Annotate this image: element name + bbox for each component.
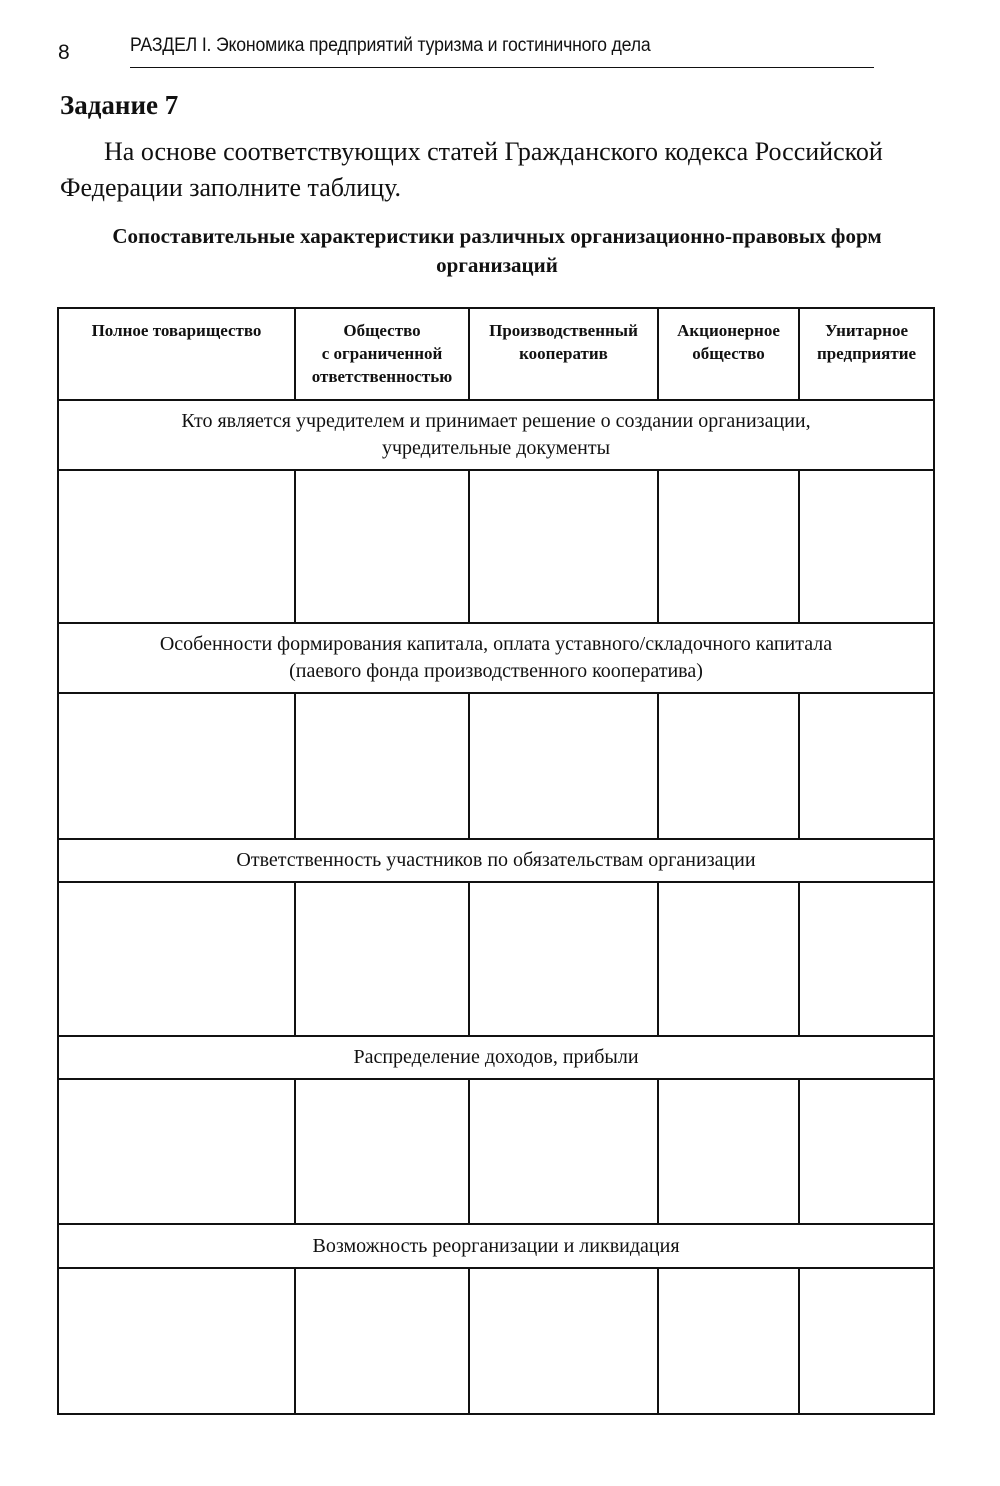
page-number: 8 (58, 41, 70, 64)
answer-row (58, 882, 934, 1036)
section-row-liability (58, 839, 934, 882)
answer-cell[interactable] (799, 1079, 934, 1224)
answer-cell[interactable] (58, 470, 295, 623)
running-header: РАЗДЕЛ I. Экономика предприятий туризма и гостиничного дела (130, 33, 874, 68)
task-title: Задание 7 (60, 90, 179, 120)
answer-cell[interactable] (658, 693, 799, 839)
answer-cell[interactable] (469, 470, 658, 623)
answer-row (58, 1268, 934, 1414)
answer-cell[interactable] (658, 882, 799, 1036)
answer-cell[interactable] (469, 1079, 658, 1224)
section-row-founders (58, 400, 934, 470)
column-header-cooperative (469, 308, 658, 400)
answer-row (58, 1079, 934, 1224)
column-header-line: предприятие (816, 344, 917, 363)
table-caption (60, 222, 934, 280)
section-heading-line: (паевого фонда производственного кооператива) (289, 660, 703, 682)
section-heading-line: Распределение доходов, прибыли (353, 1046, 639, 1068)
section-heading (58, 1036, 934, 1079)
answer-cell[interactable] (658, 1268, 799, 1414)
answer-cell[interactable] (799, 470, 934, 623)
table-caption-line-1: Сопоставительные характеристики различных организационно-правовых форм (112, 224, 882, 248)
section-row-profit (58, 1036, 934, 1079)
column-header-joint-stock (658, 308, 799, 400)
answer-cell[interactable] (658, 470, 799, 623)
column-header-line: кооператив (519, 344, 608, 363)
column-header-line: Унитарное (824, 321, 909, 340)
column-header-line: общество (692, 344, 765, 363)
section-row-reorganization (58, 1224, 934, 1268)
column-header-line: с ограниченной (321, 344, 443, 363)
answer-cell[interactable] (469, 1268, 658, 1414)
column-header-row (58, 308, 934, 400)
answer-cell[interactable] (295, 882, 469, 1036)
answer-cell[interactable] (799, 693, 934, 839)
answer-cell[interactable] (295, 1268, 469, 1414)
answer-cell[interactable] (658, 1079, 799, 1224)
answer-cell[interactable] (295, 693, 469, 839)
answer-cell[interactable] (469, 693, 658, 839)
task-text: На основе соответствующих статей Гражданского кодекса Российской Федерации заполните таблицу. (60, 137, 883, 202)
answer-cell[interactable] (295, 1079, 469, 1224)
column-header-line: Производственный (489, 321, 638, 340)
answer-cell[interactable] (295, 470, 469, 623)
section-heading (58, 400, 934, 470)
answer-cell[interactable] (58, 882, 295, 1036)
column-header-line: ответственностью (311, 367, 453, 386)
section-heading-line: Особенности формирования капитала, оплата уставного/складочного капитала (159, 633, 833, 655)
answer-cell[interactable] (58, 1079, 295, 1224)
column-header-line: Акционерное (677, 321, 780, 340)
section-heading-line: Ответственность участников по обязательствам организации (236, 849, 756, 871)
answer-cell[interactable] (469, 882, 658, 1036)
section-heading-line: Кто является учредителем и принимает решение о создании организации, (181, 410, 811, 432)
section-heading (58, 1224, 934, 1268)
answer-cell[interactable] (58, 1268, 295, 1414)
column-header-llc (295, 308, 469, 400)
column-header-unitary (799, 308, 934, 400)
answer-row (58, 693, 934, 839)
section-heading-line: Возможность реорганизации и ликвидация (312, 1234, 680, 1257)
section-heading (58, 839, 934, 882)
section-heading (58, 623, 934, 693)
section-heading-line: учредительные документы (381, 437, 611, 459)
answer-cell[interactable] (799, 1268, 934, 1414)
column-header-line: Полное товарищество (91, 321, 262, 340)
answer-row (58, 470, 934, 623)
answer-cell[interactable] (58, 693, 295, 839)
answer-cell[interactable] (799, 882, 934, 1036)
table-caption-line-2: организаций (436, 253, 558, 277)
section-row-capital (58, 623, 934, 693)
column-header-line: Общество (343, 321, 421, 340)
column-header-full-partnership (58, 308, 295, 400)
comparison-table (57, 307, 935, 1415)
